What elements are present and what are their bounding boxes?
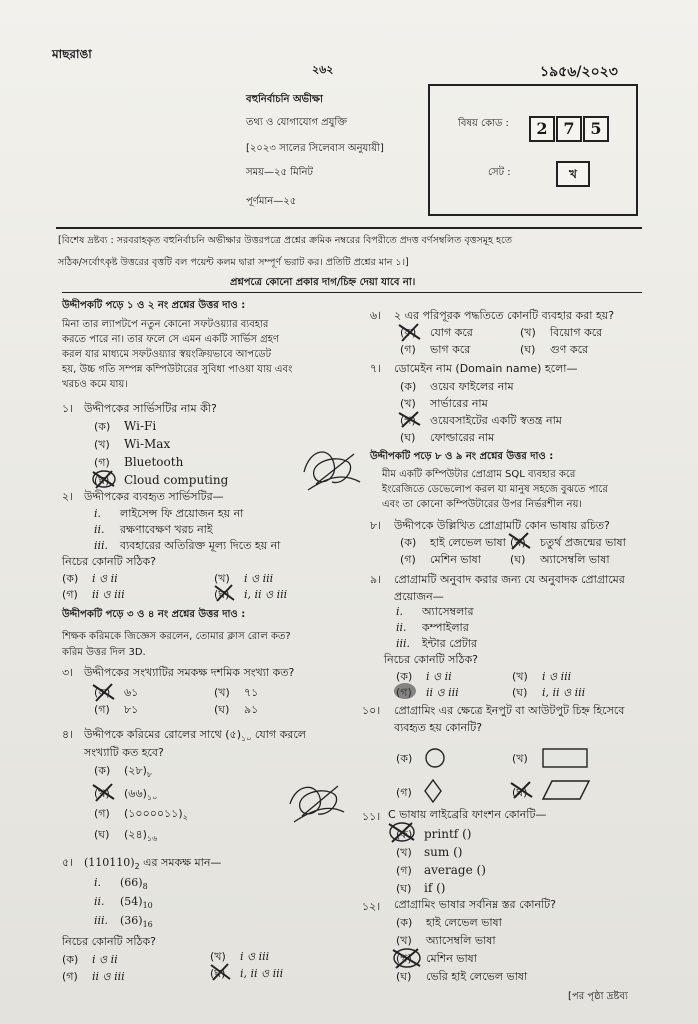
- instruction-line: সঠিক/সর্বোৎকৃষ্ট উত্তরের বৃত্তটি বল পয়েন্ট কলম দ্বারা সম্পূর্ণ ভরাট কর। প্রতিটি প্রশ্নের মান ১।]: [58, 257, 409, 268]
- question-text: উদ্দীপকের ব্যবহৃত সার্ভিসটির—: [84, 490, 224, 503]
- question-text: প্রয়োজন—: [394, 590, 444, 603]
- question-number: ১১।: [362, 810, 381, 823]
- statement-label: i.: [94, 507, 102, 520]
- option-label: (গ): [94, 807, 110, 820]
- signature-scribble: [296, 442, 366, 496]
- answer-cross-mark: [508, 780, 536, 800]
- answer-cross-mark: [392, 681, 418, 701]
- option-label: (খ): [94, 787, 110, 800]
- instruction-rule: [62, 292, 642, 293]
- option-text: i, ii ও iii: [240, 967, 284, 980]
- option-label: (ঘ): [512, 686, 528, 699]
- option-label: (ক): [62, 953, 79, 966]
- option-label: (ক): [396, 828, 413, 841]
- option-label: (গ): [400, 414, 416, 427]
- option-text: ওয়েবসাইটের একটি স্বতন্ত্র নাম: [430, 414, 562, 427]
- question-number: ৩।: [62, 666, 74, 679]
- signature-scribble: [284, 776, 348, 826]
- subject-title: তথ্য ও যোগাযোগ প্রযুক্তি: [246, 117, 347, 128]
- statement-text: অ্যাসেম্বলার: [422, 605, 474, 618]
- statement-text: রক্ষণাবেক্ষণ খরচ নাই: [120, 523, 213, 536]
- option-text: Wi-Max: [124, 437, 171, 451]
- option-text: i ও ii: [92, 572, 118, 585]
- subject-code-digit: 2: [529, 116, 555, 142]
- option-label: (ঘ): [94, 828, 110, 841]
- question-text: উদ্দীপকে করিমের রোলের সাথে $(৫)_{১০}$ যোগ করলে: [84, 728, 306, 744]
- rectangle-symbol-icon: [542, 748, 588, 768]
- statement-text: $(54)_{10}$: [120, 895, 153, 911]
- exam-time: সময়—২৫ মিনিট: [246, 167, 313, 178]
- statement-label: iii.: [396, 637, 411, 650]
- option-label: (ক): [396, 752, 413, 765]
- option-text: $(১০০০০১১)_২$: [124, 807, 188, 823]
- option-text: i, ii ও iii: [542, 686, 586, 699]
- instruction-line: [বিশেষ দ্রষ্টব্য : সরবরাহকৃত বহুনির্বাচনি অভীক্ষার উত্তরপত্রে প্রশ্নের ক্রমিক নম্বরের বিপরীতে প্রদত্ত বর্ণসম্বলিত বৃত্তসমূহ হতে: [58, 235, 512, 246]
- option-label: (গ): [396, 864, 412, 877]
- option-text: ii ও iii: [426, 686, 459, 699]
- statement-label: iii.: [94, 914, 109, 927]
- option-label: (গ): [94, 456, 110, 469]
- stem-prompt: উদ্দীপকটি পড়ে ৮ ও ৯ নং প্রশ্নের উত্তর দাও :: [370, 451, 554, 462]
- option-label: (ক): [400, 326, 417, 339]
- option-label: (ক): [94, 420, 111, 433]
- option-text: Cloud computing: [124, 473, 229, 487]
- option-text: ৬১: [124, 686, 139, 699]
- stem-prompt: উদ্দীপকটি পড়ে ১ ও ২ নং প্রশ্নের উত্তর দাও :: [62, 300, 246, 311]
- answer-cross-mark: [506, 531, 534, 551]
- question-number: ৭।: [370, 362, 382, 375]
- question-text: প্রোগ্রামটি অনুবাদ করার জন্য যে অনুবাদক প্রোগ্রামের: [394, 573, 625, 586]
- statement-text: $(36)_{16}$: [120, 914, 153, 930]
- question-text: C ভাষায় লাইব্রেরি ফাংশন কোনটি—: [388, 808, 547, 821]
- answer-cross-mark: [90, 468, 118, 490]
- question-text: ডোমেইন নাম (Domain name) হলো—: [394, 362, 578, 375]
- option-label: (ঘ): [94, 474, 110, 487]
- option-text: i ও iii: [542, 670, 572, 683]
- option-text: ওয়েব ফাইলের নাম: [430, 380, 514, 393]
- statement-text: কম্পাইলার: [422, 621, 469, 634]
- stem-text-line: মীম একটি কম্পিউটার প্রোগ্রাম SQL ব্যবহার করে: [382, 469, 576, 480]
- option-label: (ঘ): [214, 703, 230, 716]
- which-correct: নিচের কোনটি সঠিক?: [62, 935, 156, 948]
- stem-text-line: করিম উত্তর দিল 3D.: [62, 647, 146, 658]
- option-text: সার্ভারের নাম: [430, 397, 488, 410]
- next-page-note: [পর পৃষ্ঠা দ্রষ্টব্য: [568, 991, 628, 1002]
- option-label: (ক): [396, 670, 413, 683]
- option-text: বিয়োগ করে: [550, 326, 603, 339]
- option-label: (গ): [94, 703, 110, 716]
- question-text: উদ্দীপকে উল্লিখিত প্রোগ্রামটি কোন ভাষায় রচিত?: [394, 519, 610, 532]
- which-correct: নিচের কোনটি সঠিক?: [62, 555, 156, 568]
- option-label: (ঘ): [520, 343, 536, 356]
- option-label: (গ): [396, 786, 412, 799]
- question-number: ৮।: [370, 519, 382, 532]
- stem-text-line: করতে পারে না। তার ফলে সে এমন একটি সার্ভিস গ্রহণ: [62, 334, 279, 345]
- option-text: $(২৪)_{১৬}$: [124, 828, 158, 844]
- question-text: উদ্দীপকের সংখ্যাটির সমকক্ষ দশমিক সংখ্যা কত?: [84, 666, 295, 679]
- which-correct: নিচের কোনটি সঠিক?: [384, 653, 478, 666]
- option-text: sum (): [424, 845, 463, 859]
- option-label: (খ): [396, 934, 412, 947]
- set-value: খ: [556, 161, 590, 187]
- option-text: হাই লেভেল ভাষা: [426, 916, 502, 929]
- answer-cross-mark: [90, 781, 118, 803]
- option-label: (খ): [510, 536, 526, 549]
- option-text: ভাগ করে: [430, 343, 471, 356]
- option-text: $(৬৬)_{১০}$: [124, 787, 158, 803]
- option-text: $(২৮)_৮$: [124, 764, 153, 780]
- subject-code-label: বিষয় কোড :: [458, 118, 509, 129]
- option-text: i ও ii: [92, 953, 118, 966]
- answer-cross-mark: [390, 946, 424, 970]
- option-text: i, ii ও iii: [244, 588, 288, 601]
- statement-text: $(66)_8$: [120, 876, 148, 892]
- option-label: (খ): [214, 686, 230, 699]
- full-marks: পূর্ণমান—২৫: [246, 196, 297, 207]
- question-number: ২।: [62, 490, 74, 503]
- option-text: ii ও iii: [92, 588, 125, 601]
- page-code: ২৬২: [312, 63, 334, 76]
- option-label: (খ): [396, 846, 412, 859]
- answer-cross-mark: [396, 409, 424, 429]
- statement-text: ইন্টার প্রেটার: [422, 637, 478, 650]
- option-text: চতুর্থ প্রজন্মের ভাষা: [540, 536, 626, 549]
- option-label: (ঘ): [396, 970, 412, 983]
- option-label: (গ): [396, 952, 412, 965]
- statement-label: iii.: [94, 539, 109, 552]
- statement-text: ব্যবহারের অতিরিক্ত মূল্য দিতে হয় না: [120, 539, 281, 552]
- option-label: (খ): [520, 326, 536, 339]
- option-text: i ও iii: [240, 950, 270, 963]
- option-text: ৯১: [244, 703, 259, 716]
- option-label: (ঘ): [214, 588, 230, 601]
- stem-text-line: মিনা তার ল্যাপটপে নতুন কোনো সফটওয়্যার ব্যবহার: [62, 319, 269, 330]
- no-mark-notice: প্রশ্নপত্রে কোনো প্রকার দাগ/চিহ্ন দেয়া যাবে না।: [230, 277, 416, 288]
- stem-prompt: উদ্দীপকটি পড়ে ৩ ও ৪ নং প্রশ্নের উত্তর দাও :: [62, 609, 246, 620]
- option-text: i ও ii: [426, 670, 452, 683]
- question-text: সংখ্যাটি কত হবে?: [84, 746, 164, 759]
- question-number: ১।: [62, 402, 74, 415]
- question-text: প্রোগ্রামিং এর ক্ষেত্রে ইনপুট বা আউটপুট চিহ্ন হিসেবে: [394, 704, 625, 717]
- option-text: ৮১: [124, 703, 139, 716]
- oval-symbol-icon: [424, 747, 446, 769]
- paper-number: ১৯৫৬/২০২৩: [540, 64, 618, 80]
- option-label: (খ): [94, 438, 110, 451]
- question-text: উদ্দীপকের সার্ভিসটির নাম কী?: [84, 402, 217, 415]
- header-rule: [56, 227, 642, 229]
- option-label: (খ): [512, 752, 528, 765]
- option-label: (খ): [512, 670, 528, 683]
- answer-cross-mark: [208, 962, 234, 982]
- option-label: (গ): [400, 343, 416, 356]
- stem-text-line: খরচও কমে যায়।: [62, 379, 128, 390]
- option-text: Bluetooth: [124, 455, 184, 469]
- option-label: (খ): [400, 397, 416, 410]
- answer-cross-mark: [90, 681, 118, 703]
- subject-code-digit: 7: [556, 116, 582, 142]
- option-label: (ঘ): [210, 967, 226, 980]
- option-text: average (): [424, 863, 486, 877]
- statement-label: ii.: [94, 523, 105, 536]
- question-number: ৫।: [62, 856, 74, 869]
- question-number: ৬।: [370, 309, 382, 322]
- subject-code-digit: 5: [583, 116, 609, 142]
- option-label: (ঘ): [396, 882, 412, 895]
- exam-type: বহুনির্বাচনি অভীক্ষা: [246, 94, 323, 105]
- publisher-name: মাছরাঙা: [52, 47, 92, 61]
- option-text: ii ও iii: [92, 970, 125, 983]
- statement-label: ii.: [94, 895, 105, 908]
- option-label: (খ): [214, 572, 230, 585]
- parallelogram-symbol-icon: [542, 780, 590, 800]
- option-text: Wi-Fi: [124, 419, 157, 433]
- stem-text-line: হয়, উচ্চ গতি সম্পন্ন কম্পিউটারের সুবিধা পাওয়া যায় এবং: [62, 364, 293, 375]
- option-text: i ও iii: [244, 572, 274, 585]
- option-text: মেশিন ভাষা: [430, 553, 481, 566]
- question-text: ব্যবহৃত হয় কোনটি?: [394, 721, 483, 734]
- option-label: (গ): [62, 970, 78, 983]
- question-text: $(110110)_2$ এর সমকক্ষ মান—: [84, 856, 222, 872]
- syllabus-note: [২০২৩ সালের সিলেবাস অনুযায়ী]: [246, 143, 384, 154]
- question-number: ৯।: [370, 573, 382, 586]
- answer-cross-mark: [212, 583, 238, 603]
- question-number: ৪।: [62, 728, 74, 741]
- question-number: ১২।: [362, 900, 381, 913]
- option-text: হাই লেভেল ভাষা: [430, 536, 506, 549]
- option-label: (ঘ): [512, 786, 528, 799]
- question-text: ২ এর পরিপূরক পদ্ধতিতে কোনটি ব্যবহার করা হয়?: [394, 309, 615, 322]
- stem-text-line: এবং তা কোনো কম্পিউটারের উপর নির্ভরশীল নয়।: [382, 499, 582, 510]
- option-text: মেশিন ভাষা: [426, 952, 477, 965]
- option-text: যোগ করে: [430, 326, 473, 339]
- stem-text-line: করল যার মাধ্যমে সফটওয়্যার স্বয়ংক্রিয়ভাবে আপডেট: [62, 349, 272, 360]
- option-label: (গ): [62, 588, 78, 601]
- option-label: (ঘ): [510, 553, 526, 566]
- subject-code-box: [428, 84, 638, 216]
- option-label: (ক): [396, 916, 413, 929]
- diamond-symbol-icon: [424, 779, 442, 803]
- option-label: (ক): [94, 764, 111, 777]
- option-text: if (): [424, 881, 446, 895]
- set-label: সেট :: [488, 167, 511, 178]
- stem-text-line: শিক্ষক করিমকে জিজ্ঞেস করলেন, তোমার ক্লাস রোল কত?: [62, 631, 291, 642]
- option-label: (ক): [94, 686, 111, 699]
- statement-text: লাইসেন্স ফি প্রয়োজন হয় না: [120, 507, 244, 520]
- question-number: ১০।: [362, 704, 381, 717]
- answer-cross-mark: [386, 820, 418, 844]
- option-label: (খ): [210, 950, 226, 963]
- option-text: গুণ করে: [550, 343, 589, 356]
- option-label: (ক): [62, 572, 79, 585]
- stem-text-line: ইংরেজিতে ডেভেলোপ করল যা মানুষ সহজে বুঝতে পারে: [382, 484, 608, 495]
- option-label: (গ): [400, 553, 416, 566]
- option-text: ফোল্ডারের নাম: [430, 431, 495, 444]
- option-text: ভেরি হাই লেভেল ভাষা: [426, 970, 528, 983]
- option-label: (ক): [400, 536, 417, 549]
- option-text: অ্যাসেম্বলি ভাষা: [540, 553, 610, 566]
- statement-label: i.: [94, 876, 102, 889]
- answer-cross-mark: [396, 321, 424, 343]
- option-text: ৭১: [244, 686, 259, 699]
- statement-label: ii.: [396, 621, 407, 634]
- option-text: printf (): [424, 827, 472, 841]
- question-text: প্রোগ্রামিং ভাষার সর্বনিম্ন স্তর কোনটি?: [394, 898, 556, 911]
- option-text: অ্যাসেম্বলি ভাষা: [426, 934, 496, 947]
- statement-label: i.: [396, 605, 404, 618]
- option-label: (ক): [400, 380, 417, 393]
- option-label: (ঘ): [400, 431, 416, 444]
